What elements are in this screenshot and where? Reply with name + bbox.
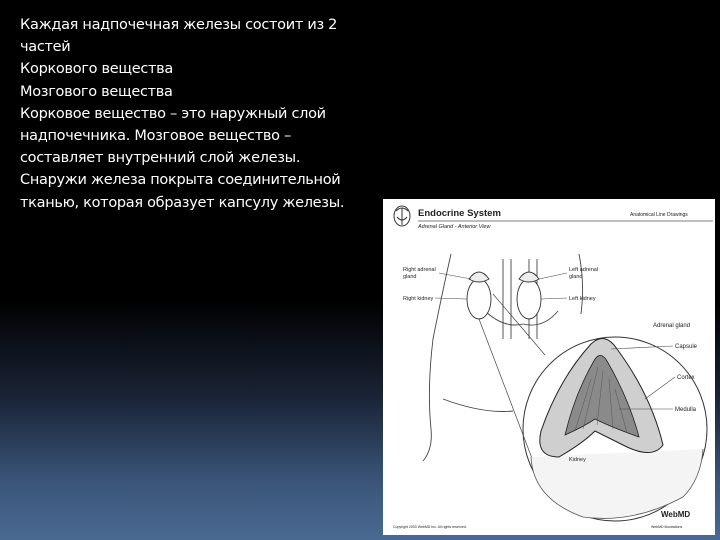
label-adrenal-gland: Adrenal gland — [653, 323, 691, 329]
text-line-8: Снаружи железа покрыта соединительной — [20, 172, 341, 189]
kidneys — [467, 272, 541, 319]
body-logo-icon — [394, 206, 410, 226]
webmd-logo: WebMD — [661, 510, 691, 519]
figure-subtitle: Adrenal Gland - Anterior View — [418, 224, 491, 230]
kidney-detail — [531, 449, 703, 518]
label-right-adrenal-1: Right adrenal — [403, 267, 436, 273]
figure-footer-right: WebMD Illustrations — [651, 525, 683, 529]
text-line-5: Корковое вещество – это наружный слой — [20, 105, 326, 122]
figure-footer-left: Copyright 2003 WebMD Inc. All rights reserved. — [393, 525, 467, 529]
leader-line-b — [479, 319, 533, 461]
figure-top-right: Anatomical Line Drawings — [630, 212, 688, 218]
label-left-adrenal-2: gland — [569, 274, 583, 280]
label-left-kidney: Left kidney — [569, 296, 596, 302]
label-left-adrenal-1: Left adrenal — [569, 267, 599, 273]
text-line-7: составляет внутренний слой железы. — [20, 150, 301, 167]
label-cortex: Cortex — [677, 375, 695, 381]
adrenal-gland-figure — [383, 199, 715, 535]
text-line-6: надпочечника. Мозговое вещество – — [20, 128, 291, 145]
label-right-kidney: Right kidney — [403, 296, 434, 302]
adrenal-diagram — [383, 199, 715, 535]
text-line-1: Каждая надпочечная железы состоит из 2 — [20, 17, 338, 33]
text-line-3: Коркового вещества — [20, 61, 174, 78]
text-line-2: частей — [20, 39, 71, 56]
text-line-9: тканью, которая образует капсулу железы. — [20, 194, 345, 211]
label-capsule: Capsule — [675, 344, 698, 350]
label-medulla: Medulla — [675, 407, 697, 413]
label-kidney: Kidney — [569, 457, 586, 463]
label-right-adrenal-2: gland — [403, 274, 417, 280]
figure-title: Endocrine System — [418, 208, 501, 219]
text-line-4: Мозгового вещества — [20, 83, 173, 100]
slide-text-block — [20, 14, 370, 214]
